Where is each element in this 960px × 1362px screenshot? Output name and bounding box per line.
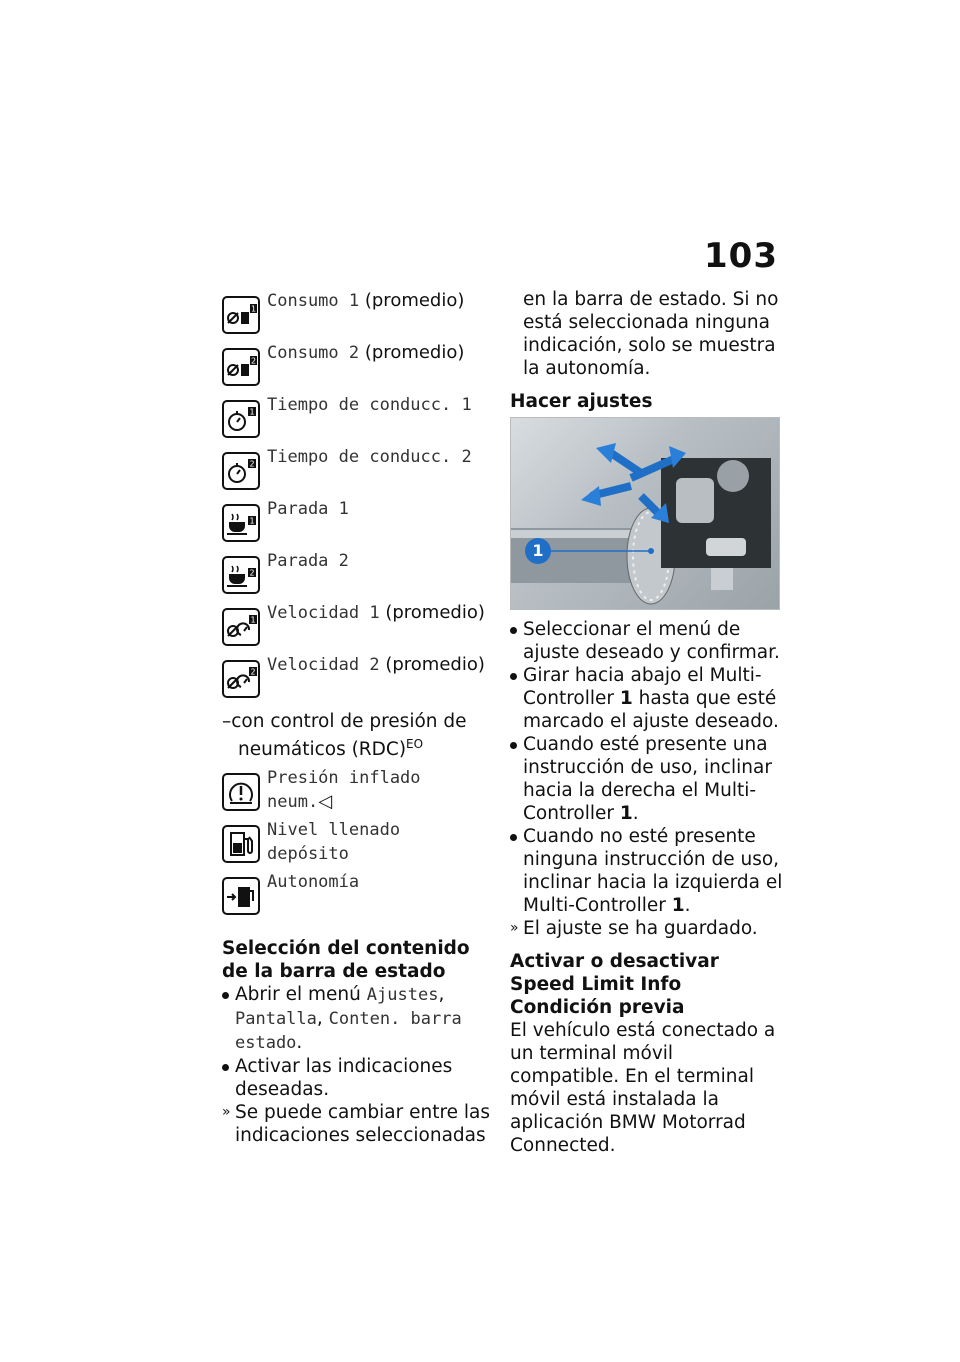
steps-list [222,983,492,1101]
svg-text:1: 1 [250,615,256,625]
result-arrow-icon: » [510,920,519,936]
list-item [222,340,492,392]
display-option-name: Parada 1 [267,499,349,519]
display-option-name: Presión inflado neum. [267,768,421,813]
list-item [222,392,492,444]
section-heading: Selección del contenido de la barra de estado [222,938,470,983]
list-item [222,765,492,817]
svg-text:2: 2 [250,356,257,366]
svg-text:1: 1 [249,516,255,526]
display-option-name: Consumo 2 [267,343,360,363]
display-option-name: Consumo 1 [267,291,360,311]
paragraph: en la barra de estado. Si no está seleccionada ninguna indicación, solo se muestra la autonomía. [523,289,779,379]
result-arrow-icon: » [222,1104,231,1121]
svg-text:2: 2 [250,667,256,677]
svg-text:1: 1 [250,304,257,314]
average-speed-2-icon [222,660,260,698]
display-option-name: Parada 2 [267,551,349,571]
display-option-name: Tiempo de conducc. 1 [267,395,472,415]
coffee-cup-2-icon [222,556,260,594]
left-column [222,288,492,1147]
fuel-consumption-2-icon [222,348,260,386]
display-option-name: Nivel llenado depósito [267,820,401,865]
list-item: Activar las indicaciones deseadas. [222,1055,492,1101]
range-icon [222,877,260,915]
list-item [222,600,492,652]
fuel-consumption-1-icon [222,296,260,334]
stopwatch-1-icon [222,400,260,438]
list-item: Cuando esté presente una instrucción de uso, inclinar hacia la derecha el Multi-Controller 1. [510,733,785,825]
section-subheading: Condición previa [510,997,685,1018]
coffee-cup-1-icon [222,504,260,542]
list-item [222,869,492,921]
tire-pressure-icon [222,773,260,811]
section-heading: Hacer ajustes [510,391,653,412]
menu-path-conten-barra: Conten. barra estado [235,1009,462,1054]
display-option-suffix: (promedio) [364,290,465,311]
list-item [222,288,492,340]
page-number: 103 [704,236,778,276]
list-item: Cuando no esté presente ninguna instrucción de uso, inclinar hacia la izquierda el Multi-Controller 1. [510,825,785,917]
rdc-condition: –con control de presión de neumáticos (RDC)$^{EO}$ [222,711,467,761]
svg-text:1: 1 [249,407,255,417]
display-option-suffix: (promedio) [364,342,465,363]
list-item [222,652,492,704]
display-option-suffix: (promedio) [385,654,485,675]
display-option-name: Velocidad 1 [267,603,380,623]
list-item [222,444,492,496]
display-option-name: Autonomía [267,872,360,893]
display-option-suffix: ◁ [318,791,333,813]
svg-text:2: 2 [249,459,255,469]
section-heading: Activar o desactivar Speed Limit Info [510,951,719,995]
handlebar-illustration [511,418,780,610]
display-option-suffix: (promedio) [385,602,485,623]
list-item: Seleccionar el menú de ajuste deseado y confirmar. [510,618,785,664]
menu-path-ajustes: Ajustes [366,985,439,1006]
list-item: Girar hacia abajo el Multi-Controller 1 hasta que esté marcado el ajuste deseado. [510,664,785,733]
menu-path-pantalla: Pantalla [235,1009,317,1030]
list-item [222,496,492,548]
rdc-superscript: EO [406,737,424,751]
display-option-name: Velocidad 2 [267,655,380,675]
rdc-text: con control de presión de neumáticos (RDC) [231,711,467,761]
callout-1: 1 [525,538,551,564]
average-speed-1-icon [222,608,260,646]
multi-controller-figure [510,417,780,610]
stopwatch-2-icon [222,452,260,490]
steps-list [510,618,785,917]
result-line: » El ajuste se ha guardado. [510,918,758,939]
list-item: Abrir el menú Ajustes, Pantalla, Conten. barra estado. [222,983,492,1055]
list-item [222,548,492,600]
list-item [222,817,492,869]
svg-text:2: 2 [249,568,255,578]
right-column [510,288,785,1157]
display-option-name: Tiempo de conducc. 2 [267,447,472,467]
paragraph: El vehículo está conectado a un terminal móvil compatible. En el terminal móvil está instalada la aplicación BMW Motorrad Connected. [510,1020,776,1156]
result-line: » Se puede cambiar entre las indicaciones seleccionadas [222,1102,491,1147]
fuel-level-icon [222,825,260,863]
